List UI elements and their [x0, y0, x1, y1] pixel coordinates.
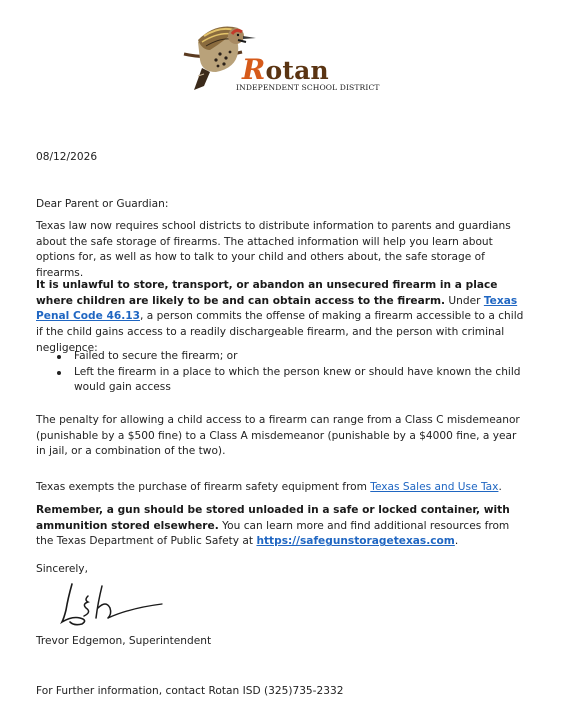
district-subtitle: INDEPENDENT SCHOOL DISTRICT	[236, 83, 380, 92]
negligence-list	[36, 349, 528, 396]
law-text-post: , a person commits the offense of making a firearm accessible to a child if the child gains access to a readily dischargeable firearm, and the person with criminal negligence:	[36, 310, 524, 354]
letterhead	[180, 12, 380, 92]
law-text-pre: Under	[445, 294, 484, 307]
bullet-icon	[57, 371, 61, 375]
reminder-bold: Remember, a gun should be stored unloaded in a safe or locked container, with ammunition stored elsewhere.	[36, 504, 510, 532]
paragraph-intro: Texas law now requires school districts to distribute information to parents and guardians about the safe storage of firearms. The attached information will help you learn about options for, as well as how to talk to your child and others about, the safe storage of firearms.	[36, 220, 511, 280]
law-statement-bold: It is unlawful to store, transport, or abandon an unsecured firearm in a place where children are likely to be and can obtain access to the firearm.	[36, 279, 498, 307]
list-item: Left the firearm in a place to which the person knew or should have known the child would gain access	[36, 365, 528, 396]
closing: Sincerely,	[36, 563, 88, 575]
penal-code-link[interactable]: Texas Penal Code 46.13	[36, 294, 518, 323]
list-item: Failed to secure the firearm; or	[36, 349, 528, 365]
salutation: Dear Parent or Guardian:	[36, 198, 169, 210]
sales-tax-link[interactable]: Texas Sales and Use Tax	[370, 481, 499, 493]
signature-image	[58, 578, 168, 630]
paragraph-tax-exemption: Texas exempts the purchase of firearm safety equipment from Texas Sales and Use Tax.	[36, 481, 502, 493]
signer-name: Trevor Edgemon, Superintendent	[36, 635, 212, 647]
safegunstorage-link[interactable]: https://safegunstoragetexas.com	[256, 535, 455, 548]
bullet-icon	[57, 355, 61, 359]
district-name-logotype: Rotan	[242, 53, 329, 86]
paragraph-penalty: The penalty for allowing a child access to a firearm can range from a Class C misdemeanor (punishable by a $500 fine) to a Class A misdemeanor (punishable by a $4000 fine, a year in jail, or a combination of the two).	[36, 414, 520, 458]
paragraph-reminder: Remember, a gun should be stored unloaded in a safe or locked container, with ammunition stored elsewhere. You can learn more and find additional resources from the Texas Department of Public Safety at https://safegunstoragetexas.com.	[36, 504, 510, 548]
paragraph-law	[36, 278, 528, 357]
letter-date: 08/12/2026	[36, 151, 98, 163]
footer-contact: For Further information, contact Rotan ISD (325)735-2332	[36, 685, 344, 697]
